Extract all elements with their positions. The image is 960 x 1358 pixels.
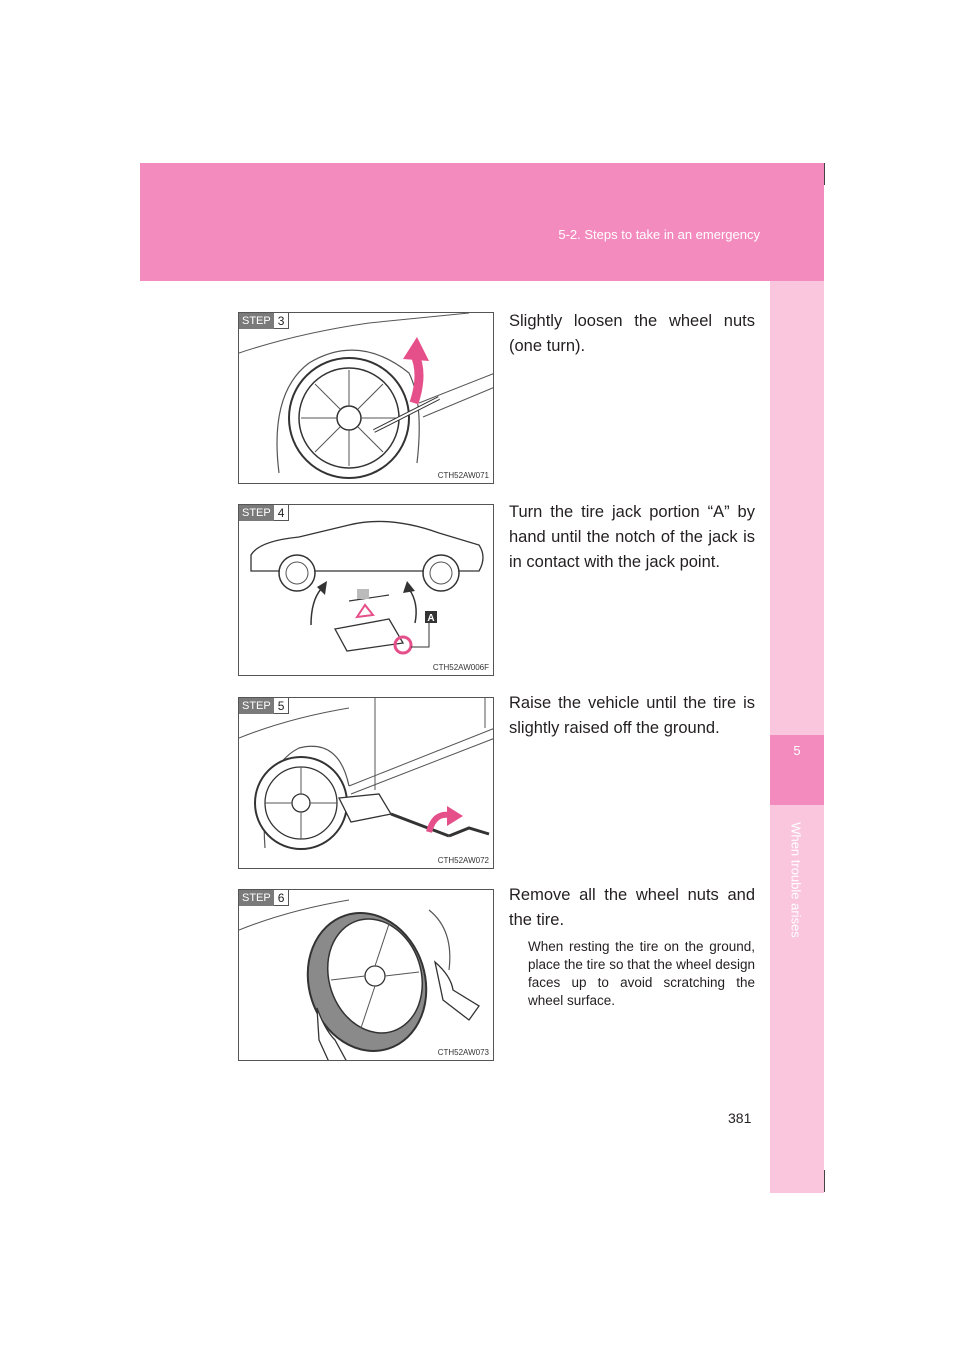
step-number: 3 — [274, 313, 290, 329]
step-badge — [239, 890, 289, 906]
step-badge — [239, 313, 289, 329]
figure-code: CTH52AW073 — [437, 1048, 489, 1057]
step-6 — [238, 889, 494, 1063]
step-number: 5 — [274, 698, 290, 714]
step-4-figure — [238, 504, 494, 676]
step-label: STEP — [239, 313, 274, 329]
step-number: 4 — [274, 505, 290, 521]
section-title: 5-2. Steps to take in an emergency — [558, 227, 760, 242]
crop-mark — [824, 1170, 825, 1192]
step-label: STEP — [239, 505, 274, 521]
step-number: 6 — [274, 890, 290, 906]
step-4-instruction: Turn the tire jack portion “A” by hand until the notch of the jack is in contact with the jack point. — [509, 503, 755, 571]
step-5-instruction: Raise the vehicle until the tire is slightly raised off the ground. — [509, 694, 755, 737]
figure-code: CTH52AW072 — [437, 856, 489, 865]
page-number: 381 — [728, 1110, 752, 1126]
step-3-instruction: Slightly loosen the wheel nuts (one turn). — [509, 312, 755, 355]
figure-code: CTH52AW071 — [437, 471, 489, 480]
crop-mark — [824, 163, 825, 185]
step-badge — [239, 698, 289, 714]
step-badge — [239, 505, 289, 521]
step-3 — [238, 312, 494, 486]
step-6-note: When resting the tire on the ground, place the tire so that the wheel design faces up to avoid scratching the wheel surface. — [528, 939, 755, 1008]
step-4 — [238, 504, 494, 678]
step-label: STEP — [239, 890, 274, 906]
step-3-figure — [238, 312, 494, 484]
step-label: STEP — [239, 698, 274, 714]
raise-vehicle-illustration — [239, 698, 494, 869]
figure-code: CTH52AW006F — [432, 663, 489, 672]
chapter-number: 5 — [770, 735, 824, 805]
step-6-instruction: Remove all the wheel nuts and the tire. — [509, 886, 755, 929]
chapter-title: When trouble arises — [788, 822, 804, 938]
jack-positioning-illustration — [239, 505, 494, 676]
page-header — [140, 163, 824, 281]
callout-a: A — [427, 613, 435, 624]
loosen-wheel-nuts-illustration — [239, 313, 494, 484]
chapter-title-vertical — [781, 815, 811, 945]
remove-tire-illustration — [239, 890, 494, 1061]
step-5 — [238, 697, 494, 871]
step-5-figure — [238, 697, 494, 869]
step-6-figure — [238, 889, 494, 1061]
